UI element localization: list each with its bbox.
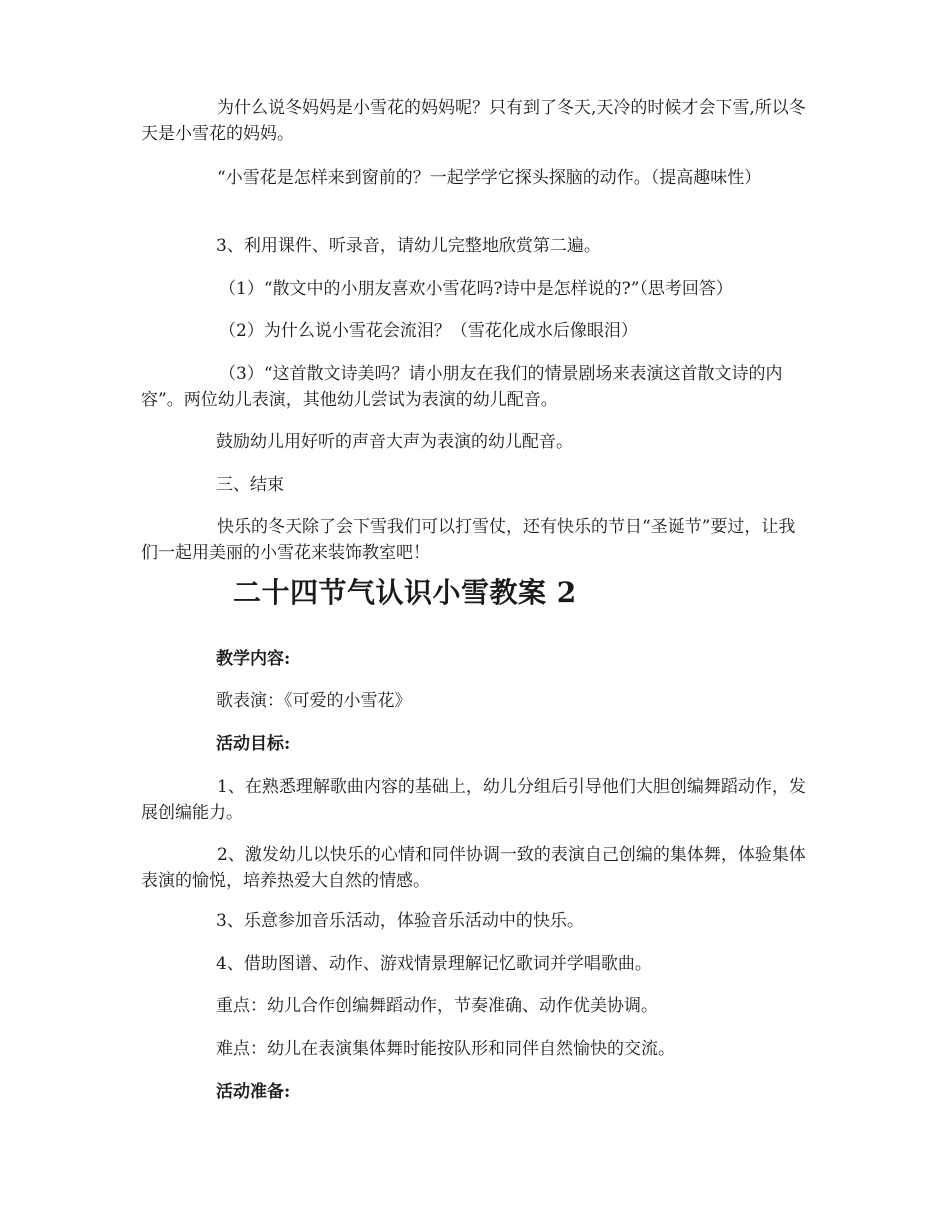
section-end-title: 三、结束 xyxy=(216,475,284,495)
paragraph-question-1: （1）“散文中的小朋友喜欢小雪花吗?诗中是怎样说的?”（思考回答） xyxy=(219,279,733,299)
paragraph-difficulty: 难点：幼儿在表演集体舞时能按队形和同伴自然愉快的交流。 xyxy=(216,1039,675,1059)
label-teaching-content: 教学内容: xyxy=(216,649,291,669)
paragraph-key-point: 重点：幼儿合作创编舞蹈动作，节奏准确、动作优美协调。 xyxy=(216,996,658,1016)
document-heading: 二十四节气认识小雪教案 2 xyxy=(233,576,577,609)
paragraph-encourage: 鼓励幼儿用好听的声音大声为表演的幼儿配音。 xyxy=(216,432,573,452)
goal-item-3: 3、乐意参加音乐活动，体验音乐活动中的快乐。 xyxy=(216,911,584,931)
paragraph-winter-mother: 为什么说冬妈妈是小雪花的妈妈呢？只有到了冬天,天冷的时候才会下雪,所以冬天是小雪花的妈妈。 xyxy=(141,98,806,144)
paragraph-question-2: （2）为什么说小雪花会流泪？（雪花化成水后像眼泪） xyxy=(219,321,638,341)
label-activity-goals: 活动目标: xyxy=(216,734,291,754)
paragraph-christmas: 快乐的冬天除了会下雪我们可以打雪仗，还有快乐的节日“圣诞节”要过，让我们一起用美丽的小雪花来装饰教室吧！ xyxy=(141,517,796,563)
goal-item-4: 4、借助图谱、动作、游戏情景理解记忆歌词并学唱歌曲。 xyxy=(216,954,652,974)
paragraph-step-3: 3、利用课件、听录音，请幼儿完整地欣赏第二遍。 xyxy=(216,236,601,256)
paragraph-snowflake-window: “小雪花是怎样来到窗前的？一起学学它探头探脑的动作。（提高趣味性） xyxy=(217,168,762,188)
goal-item-1: 1、在熟悉理解歌曲内容的基础上，幼儿分组后引导他们大胆创编舞蹈动作，发展创编能力。 xyxy=(141,777,806,823)
label-activity-prep: 活动准备: xyxy=(216,1082,291,1102)
paragraph-song: 歌表演：《可爱的小雪花》 xyxy=(216,691,412,711)
goal-item-2: 2、激发幼儿以快乐的心情和同伴协调一致的表演自己创编的集体舞，体验集体表演的愉悦，培养热爱大自然的情感。 xyxy=(141,845,806,891)
paragraph-question-3: （3）“这首散文诗美吗？请小朋友在我们的情景剧场来表演这首散文诗的内容”。两位幼儿表演，其他幼儿尝试为表演的幼儿配音。 xyxy=(141,364,783,410)
